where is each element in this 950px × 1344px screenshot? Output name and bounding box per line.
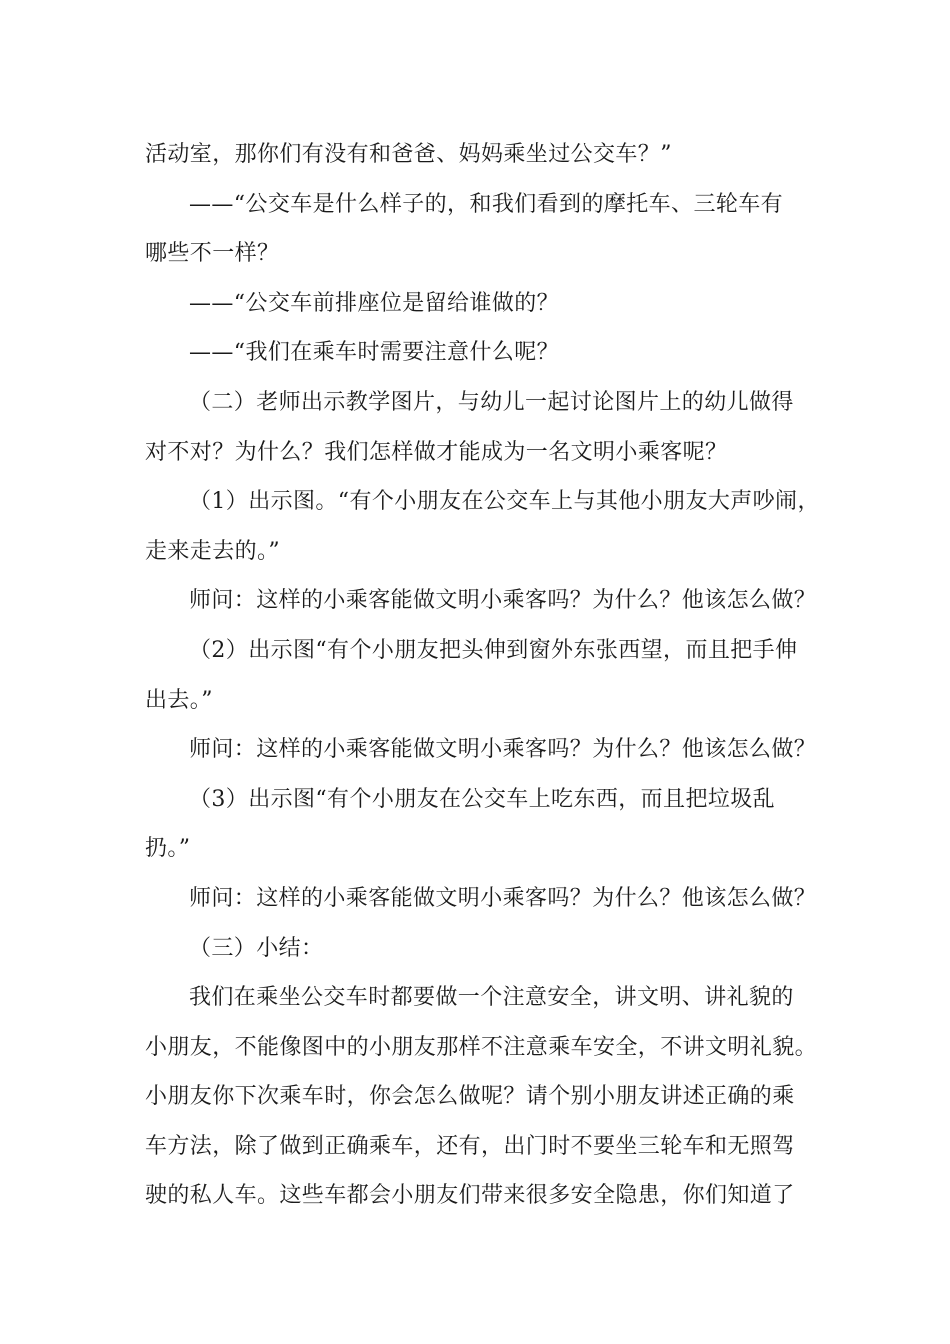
text-line: 扔。” [145,836,191,862]
text-line: （三）小结： [189,935,324,961]
text-line: （二）老师出示教学图片，与幼儿一起讨论图片上的幼儿做得 [189,389,794,415]
text-line: 对不对？为什么？我们怎样做才能成为一名文明小乘客呢？ [145,439,728,465]
text-line: （2）出示图“有个小朋友把头伸到窗外东张西望，而且把手伸 [189,637,798,663]
text-line: 驶的私人车。这些车都会小朋友们带来很多安全隐患，你们知道了 [145,1183,795,1209]
document-body [145,130,820,1221]
text-line: 车方法，除了做到正确乘车，还有，出门时不要坐三轮车和无照驾 [145,1133,795,1159]
text-line: 师问：这样的小乘客能做文明小乘客吗？为什么？他该怎么做？ [189,885,817,911]
text-line: 哪些不一样？ [145,241,280,267]
text-line: （1）出示图。“有个小朋友在公交车上与其他小朋友大声吵闹， [189,489,820,515]
text-line: 走来走去的。” [145,538,281,564]
text-line: ——“公交车是什么样子的，和我们看到的摩托车、三轮车有 [189,191,784,217]
text-line: 师问：这样的小乘客能做文明小乘客吗？为什么？他该怎么做？ [189,737,817,763]
text-line: 出去。” [145,687,213,713]
text-line: ——“我们在乘车时需要注意什么呢？ [189,340,560,366]
text-line: （3）出示图“有个小朋友在公交车上吃东西，而且把垃圾乱 [189,786,776,812]
text-line: 小朋友你下次乘车时，你会怎么做呢？请个别小朋友讲述正确的乘 [145,1084,795,1110]
text-line: ——“公交车前排座位是留给谁做的？ [189,290,560,316]
text-line: 活动室，那你们有没有和爸爸、妈妈乘坐过公交车？” [145,142,672,167]
text-line: 小朋友，不能像图中的小朋友那样不注意乘车安全，不讲文明礼貌。 [145,1034,818,1060]
text-line: 我们在乘坐公交车时都要做一个注意安全，讲文明、讲礼貌的 [189,985,794,1011]
text-line: 师问：这样的小乘客能做文明小乘客吗？为什么？他该怎么做？ [189,588,817,614]
